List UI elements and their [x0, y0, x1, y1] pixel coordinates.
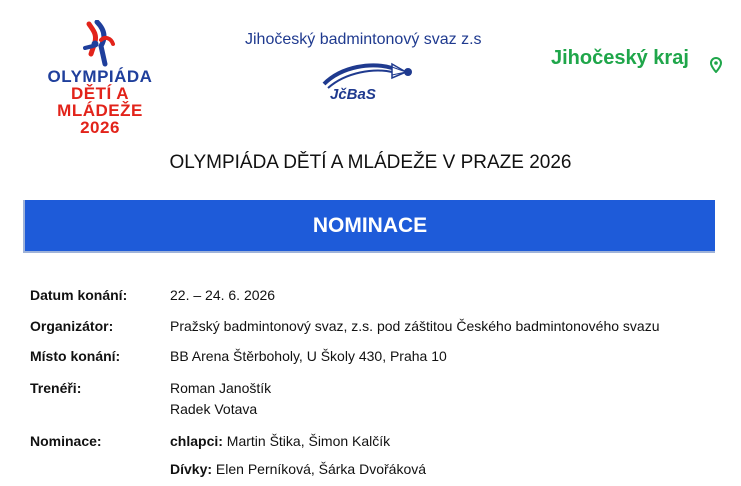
coach-name: Radek Votava: [170, 401, 258, 417]
girls-names: Elen Perníková, Šárka Dvořáková: [215, 461, 427, 477]
boys-label: chlapci:: [170, 433, 223, 449]
date-label: Datum konání:: [30, 287, 128, 303]
nomination-label: Nominace:: [30, 433, 102, 449]
boys-nomination: [170, 433, 390, 449]
olympiad-logo: [35, 20, 165, 135]
olympiad-line-2: DĚTÍ A: [70, 84, 130, 103]
association-abbr: JčBaS: [330, 86, 376, 103]
olympiad-line-1: OLYMPIÁDA: [47, 67, 153, 86]
olympiad-line-3: MLÁDEŽE: [57, 101, 143, 120]
coaches-label: Trenéři:: [30, 380, 82, 396]
olympiad-line-4: 2026: [80, 118, 120, 137]
event-title: OLYMPIÁDA DĚTÍ A MLÁDEŽE V PRAZE 2026: [169, 152, 572, 173]
association-name: Jihočeský badmintonový svaz z.s: [245, 31, 482, 48]
region-name: Jihočeský kraj: [551, 47, 689, 69]
organizer-label: Organizátor:: [30, 318, 114, 334]
banner-title: NOMINACE: [312, 213, 428, 237]
location-pin-icon: [710, 57, 722, 73]
girls-label: Dívky:: [170, 461, 213, 477]
date-value: 22. – 24. 6. 2026: [170, 287, 276, 303]
boys-names: Martin Štika, Šimon Kalčík: [226, 433, 391, 449]
olympiad-logo-text: [35, 68, 165, 136]
coach-name: Roman Janoštík: [170, 380, 272, 396]
nomination-banner: [23, 200, 715, 253]
organizer-value: Pražský badmintonový svaz, z.s. pod záštitou Českého badmintonového svazu: [170, 318, 660, 334]
venue-label: Místo konání:: [30, 348, 121, 364]
olympiad-figure-icon: [75, 20, 125, 68]
venue-value: BB Arena Štěrboholy, U Školy 430, Praha 10: [170, 348, 447, 364]
girls-nomination: [170, 461, 426, 477]
